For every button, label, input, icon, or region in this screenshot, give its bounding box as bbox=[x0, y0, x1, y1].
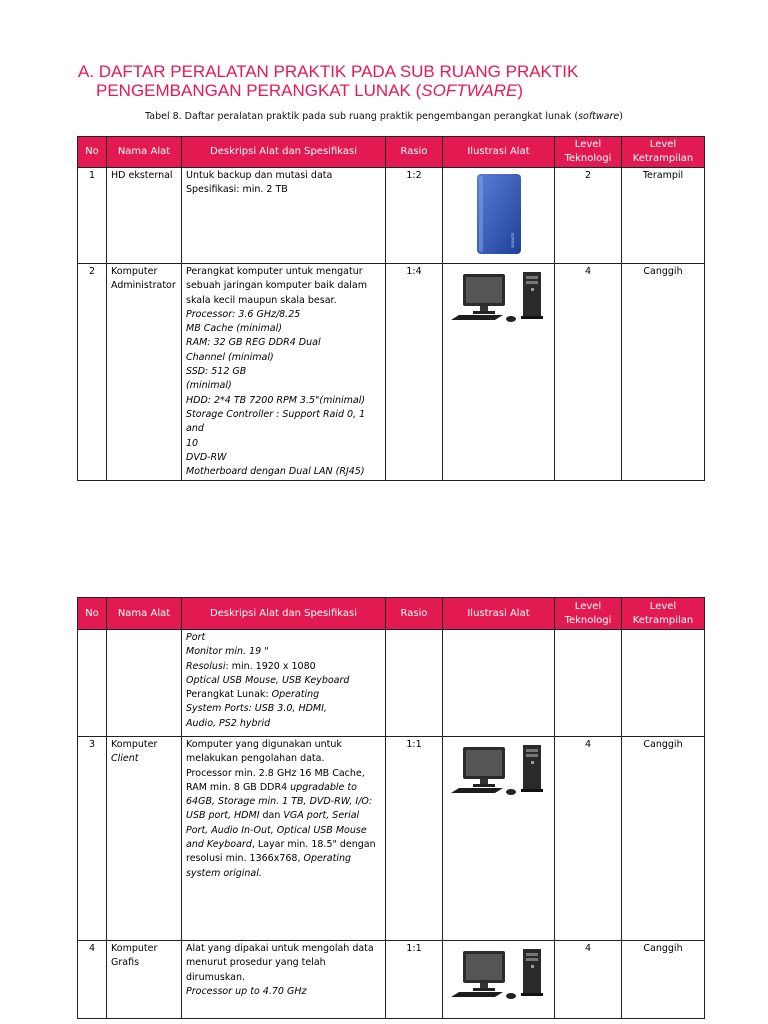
desc-fragment: 64GB, bbox=[186, 796, 219, 808]
nama-line: Komputer bbox=[111, 943, 158, 954]
desc-line: Monitor min. 19 " bbox=[186, 646, 269, 658]
desc-line: MB Cache (minimal) bbox=[186, 323, 282, 335]
table-header-row bbox=[78, 598, 705, 630]
desc-value: : min. 1920 x 1080 bbox=[225, 660, 316, 672]
desktop-computer-image bbox=[449, 741, 549, 799]
desc-line: System Ports: USB 3.0, HDMI, bbox=[186, 703, 327, 715]
desc-fragment: USB port, HDMI bbox=[186, 810, 263, 822]
desc-text: Alat yang dipakai untuk mengolah data menurut prosedur yang telah dirumuskan. bbox=[186, 943, 374, 983]
desc-fragment: Storage bbox=[218, 796, 256, 808]
cell-rasio: 1:4 bbox=[386, 264, 443, 481]
heading-line-1: A. DAFTAR PERALATAN PRAKTIK PADA SUB RUANG PRAKTIK bbox=[78, 62, 579, 81]
header-deskripsi: Deskripsi Alat dan Spesifikasi bbox=[182, 137, 386, 168]
cell-level-teknologi: 4 bbox=[555, 737, 622, 941]
cell-nama-alat bbox=[107, 737, 182, 941]
heading-line-2-italic: SOFTWARE bbox=[421, 81, 518, 100]
header-no: No bbox=[78, 598, 107, 630]
cell-rasio bbox=[386, 630, 443, 737]
cell-deskripsi bbox=[182, 264, 386, 481]
cell-nama-alat bbox=[107, 630, 182, 737]
cell-no: 1 bbox=[78, 168, 107, 264]
cell-no: 2 bbox=[78, 264, 107, 481]
desc-line: Processor: 3.6 GHz/8.25 bbox=[186, 308, 301, 320]
cell-level-teknologi bbox=[555, 630, 622, 737]
cell-rasio: 1:1 bbox=[386, 941, 443, 1019]
desc-fragment: and Keyboard bbox=[186, 839, 252, 851]
desc-line: DVD-RW bbox=[186, 451, 227, 463]
cell-deskripsi bbox=[182, 630, 386, 737]
cell-ilustrasi bbox=[443, 737, 555, 941]
desc-line: (minimal) bbox=[186, 380, 232, 392]
desc-line: SSD: 512 GB bbox=[186, 366, 247, 378]
cell-no: 4 bbox=[78, 941, 107, 1019]
header-level-teknologi bbox=[555, 598, 622, 630]
external-hard-drive-image bbox=[474, 172, 524, 256]
desktop-computer-image bbox=[449, 945, 549, 1003]
desc-line: Motherboard dengan Dual LAN (RJ45) bbox=[186, 466, 365, 478]
cell-level-ketrampilan: Canggih bbox=[622, 264, 705, 481]
cell-ilustrasi bbox=[443, 264, 555, 481]
cell-rasio: 1:2 bbox=[386, 168, 443, 264]
desc-line: Channel (minimal) bbox=[186, 351, 274, 363]
desc-line bbox=[186, 795, 381, 809]
cell-deskripsi bbox=[182, 737, 386, 941]
desc-label: Resolusi bbox=[186, 660, 226, 672]
header-level-ketrampilan bbox=[622, 598, 705, 630]
header-level-ketrampilan-l1: Level bbox=[649, 600, 677, 612]
table-row bbox=[78, 264, 705, 481]
desc-line: Port bbox=[186, 632, 206, 643]
desc-fragment: RAM min. 8 GB DDR4 bbox=[186, 781, 291, 793]
cell-no bbox=[78, 630, 107, 737]
desc-line: system original. bbox=[186, 867, 262, 879]
nama-line: Komputer bbox=[111, 266, 158, 277]
desc-line: Port, Audio In-Out, Optical USB Mouse bbox=[186, 824, 367, 836]
desc-line bbox=[186, 660, 381, 674]
equipment-table-2 bbox=[77, 597, 705, 1019]
cell-deskripsi bbox=[182, 941, 386, 1019]
table-row bbox=[78, 630, 705, 737]
section-heading bbox=[78, 62, 718, 100]
header-nama-alat: Nama Alat bbox=[107, 598, 182, 630]
svg-text:SEAGATE: SEAGATE bbox=[510, 232, 515, 248]
desc-line: Komputer yang digunakan untuk bbox=[186, 739, 342, 750]
header-level-ketrampilan-l1: Level bbox=[649, 139, 677, 150]
cell-deskripsi bbox=[182, 168, 386, 264]
cell-no: 3 bbox=[78, 737, 107, 941]
cell-level-ketrampilan: Canggih bbox=[622, 941, 705, 1019]
header-level-ketrampilan bbox=[622, 137, 705, 168]
cell-level-ketrampilan: Canggih bbox=[622, 737, 705, 941]
header-no: No bbox=[78, 137, 107, 168]
desc-fragment: VGA port, Serial bbox=[280, 810, 360, 822]
cell-level-teknologi: 4 bbox=[555, 264, 622, 481]
desc-line: Spesifikasi: min. 2 TB bbox=[186, 184, 288, 196]
table-row bbox=[78, 168, 705, 264]
desc-line bbox=[186, 809, 381, 823]
table-row bbox=[78, 737, 705, 941]
desc-line: HDD: 2*4 TB 7200 RPM 3.5"(minimal) bbox=[186, 394, 366, 406]
desc-line: Optical USB Mouse, USB Keyboard bbox=[186, 674, 350, 686]
desc-fragment: Operating bbox=[303, 853, 351, 865]
header-deskripsi: Deskripsi Alat dan Spesifikasi bbox=[182, 598, 386, 630]
nama-line: Administrator bbox=[111, 280, 176, 292]
desc-line: Untuk backup dan mutasi data bbox=[186, 170, 333, 181]
table-caption bbox=[0, 111, 768, 122]
desc-line: Audio, PS2 hybrid bbox=[186, 717, 271, 729]
desc-line bbox=[186, 688, 381, 702]
desc-value: Operating bbox=[271, 689, 320, 701]
desc-label: Perangkat Lunak: bbox=[186, 689, 272, 701]
cell-nama-alat bbox=[107, 941, 182, 1019]
desc-line: Processor up to 4.70 GHz bbox=[186, 985, 307, 997]
cell-nama-alat: HD eksternal bbox=[107, 168, 182, 264]
nama-line: Grafis bbox=[111, 957, 140, 969]
header-ilustrasi: Ilustrasi Alat bbox=[443, 598, 555, 630]
cell-level-ketrampilan bbox=[622, 630, 705, 737]
header-level-teknologi bbox=[555, 137, 622, 168]
table-header-row bbox=[78, 137, 705, 168]
desc-text: Perangkat komputer untuk mengatur sebuah jaringan komputer baik dalam skala kecil maupun skala besar. bbox=[186, 266, 367, 306]
heading-line-2 bbox=[78, 81, 718, 100]
desc-line bbox=[186, 838, 381, 852]
desc-line: Processor min. 2.8 GHz 16 MB Cache, bbox=[186, 767, 365, 779]
header-nama-alat: Nama Alat bbox=[107, 137, 182, 168]
header-level-ketrampilan-l2: Ketrampilan bbox=[632, 614, 694, 626]
desc-fragment: dan bbox=[262, 810, 281, 822]
cell-ilustrasi bbox=[443, 630, 555, 737]
table-row bbox=[78, 941, 705, 1019]
cell-nama-alat bbox=[107, 264, 182, 481]
desc-line: RAM: 32 GB REG DDR4 Dual bbox=[186, 337, 321, 349]
desc-fragment: resolusi min. 1366x768, bbox=[186, 853, 304, 865]
header-level-teknologi-l1: Level bbox=[574, 600, 602, 612]
header-level-teknologi-l1: Level bbox=[574, 139, 602, 150]
heading-line-2-close: ) bbox=[517, 81, 523, 100]
nama-line: Client bbox=[111, 753, 139, 765]
cell-level-teknologi: 2 bbox=[555, 168, 622, 264]
nama-line: Komputer bbox=[111, 739, 158, 750]
header-ilustrasi: Ilustrasi Alat bbox=[443, 137, 555, 168]
cell-level-teknologi: 4 bbox=[555, 941, 622, 1019]
desc-fragment: , Layar min. 18.5" dengan bbox=[251, 839, 376, 851]
equipment-table-1 bbox=[77, 136, 705, 481]
header-rasio: Rasio bbox=[386, 598, 443, 630]
header-level-teknologi-l2: Teknologi bbox=[564, 153, 612, 164]
desc-line bbox=[186, 852, 381, 866]
caption-close: ) bbox=[619, 111, 623, 122]
cell-rasio: 1:1 bbox=[386, 737, 443, 941]
header-level-teknologi-l2: Teknologi bbox=[564, 614, 612, 626]
desc-fragment: upgradable to bbox=[290, 781, 357, 793]
desc-line: 10 bbox=[186, 437, 199, 449]
caption-italic: software bbox=[578, 111, 620, 122]
desc-line: melakukan pengolahan data. bbox=[186, 753, 325, 765]
heading-line-2-text: PENGEMBANGAN PERANGKAT LUNAK ( bbox=[96, 81, 422, 100]
desc-line: Storage Controller : Support Raid 0, 1 and bbox=[186, 408, 366, 435]
desc-fragment: min. 1 TB, DVD-RW, I/O: bbox=[255, 796, 373, 808]
caption-text: Tabel 8. Daftar peralatan praktik pada sub ruang praktik pengembangan perangkat lunak ( bbox=[145, 111, 579, 122]
cell-level-ketrampilan: Terampil bbox=[622, 168, 705, 264]
cell-ilustrasi bbox=[443, 941, 555, 1019]
cell-ilustrasi bbox=[443, 168, 555, 264]
header-level-ketrampilan-l2: Ketrampilan bbox=[632, 153, 694, 164]
header-rasio: Rasio bbox=[386, 137, 443, 168]
desktop-computer-image bbox=[449, 268, 549, 326]
desc-line bbox=[186, 781, 381, 795]
